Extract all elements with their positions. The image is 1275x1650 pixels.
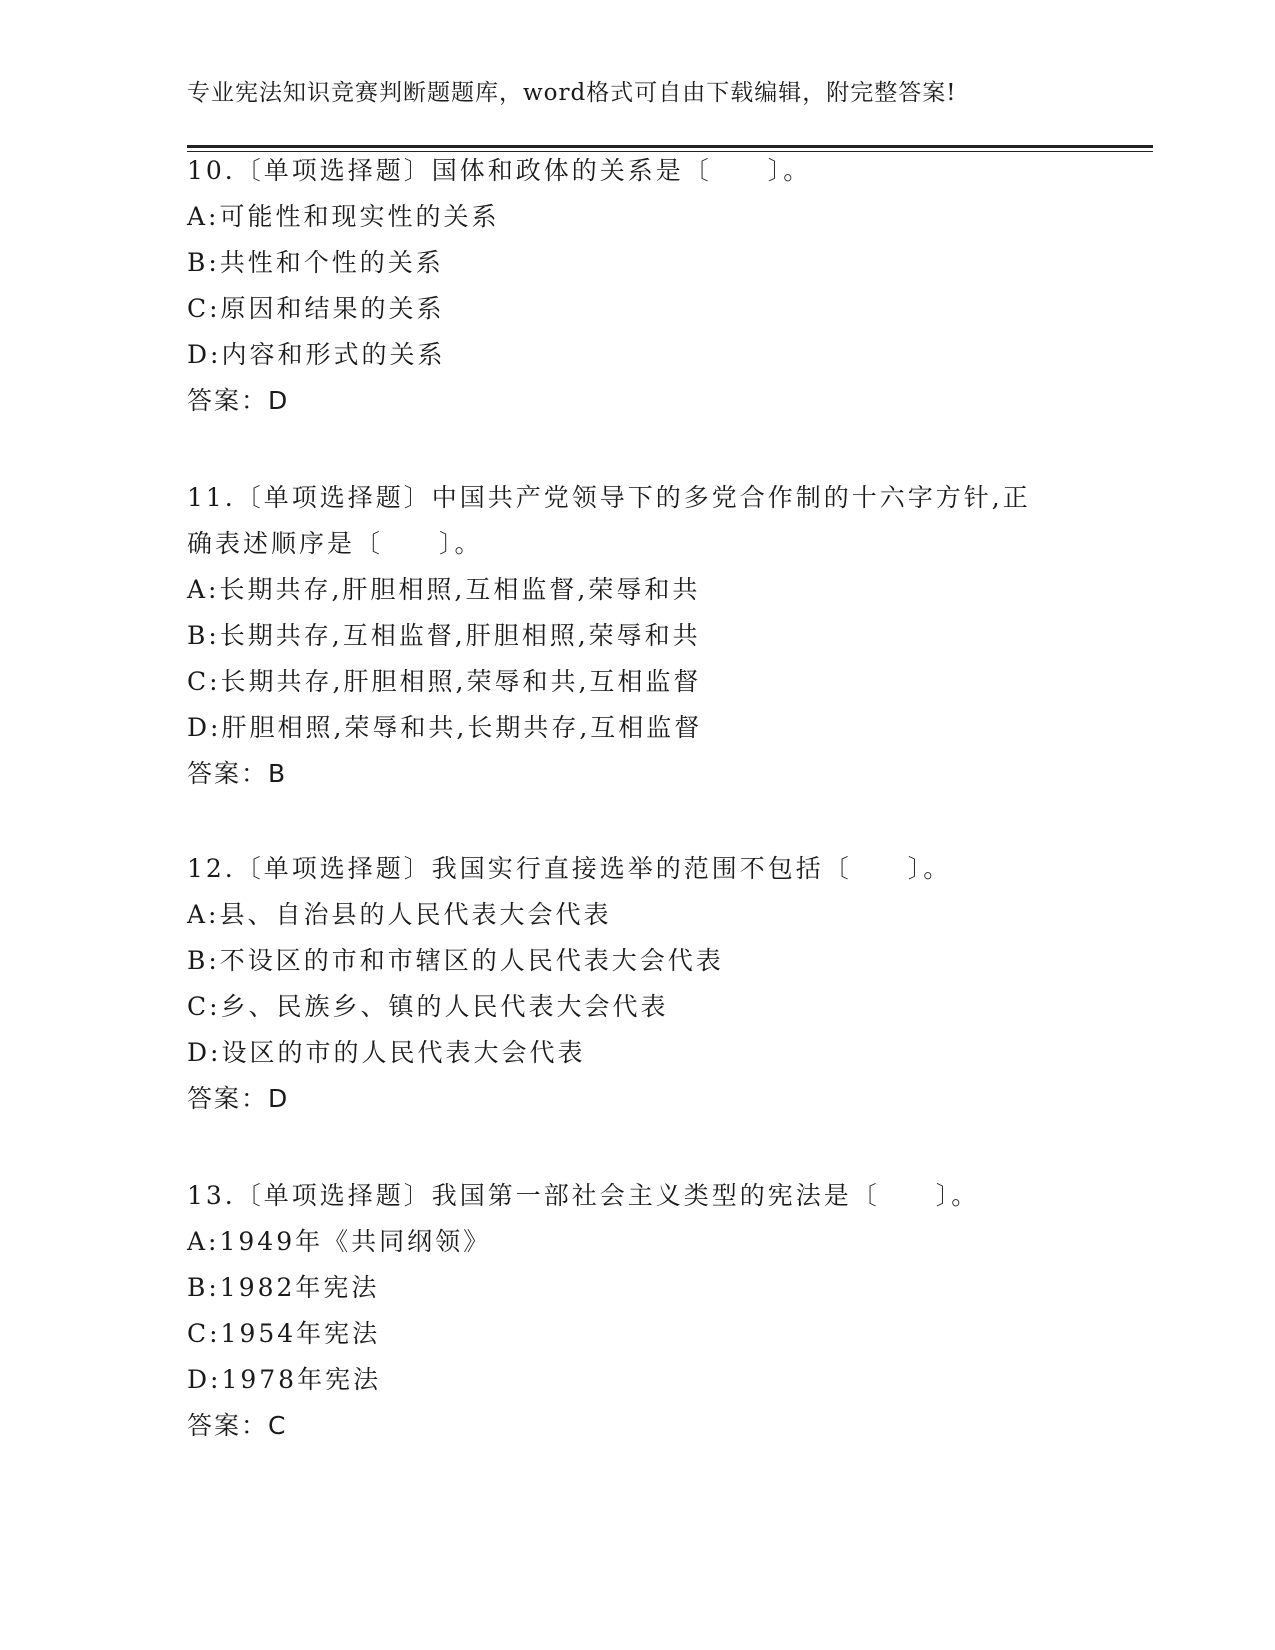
- option-d: D:设区的市的人民代表大会代表: [187, 1038, 586, 1067]
- option-a: A:可能性和现实性的关系: [187, 202, 500, 231]
- question-13: [187, 1173, 1087, 1449]
- option-c: C:乡、民族乡、镇的人民代表大会代表: [187, 992, 669, 1021]
- answer-label: 答案：: [187, 386, 269, 415]
- answer-label: 答案：: [187, 1084, 269, 1113]
- option-b: B:共性和个性的关系: [187, 248, 444, 277]
- answer-line: [187, 1403, 1087, 1449]
- option-d: D:内容和形式的关系: [187, 340, 446, 369]
- answer-value: C: [268, 1411, 288, 1440]
- question-10: [187, 148, 1087, 424]
- answer-value: D: [268, 386, 290, 415]
- answer-line: [187, 378, 1087, 424]
- answer-label: 答案：: [187, 1411, 269, 1440]
- option-c: C:长期共存,肝胆相照,荣辱和共,互相监督: [187, 667, 702, 696]
- option-b: B:长期共存,互相监督,肝胆相照,荣辱和共: [187, 621, 701, 650]
- document-header: 专业宪法知识竞赛判断题题库，word格式可自由下载编辑，附完整答案!: [187, 80, 957, 106]
- answer-value: B: [268, 759, 288, 788]
- question-11: [187, 475, 1087, 797]
- option-d: D:1978年宪法: [187, 1365, 382, 1394]
- option-b: B:不设区的市和市辖区的人民代表大会代表: [187, 946, 724, 975]
- question-stem: 10.〔单项选择题〕国体和政体的关系是〔 〕。: [187, 156, 812, 185]
- question-stem: 13.〔单项选择题〕我国第一部社会主义类型的宪法是〔 〕。: [187, 1181, 980, 1210]
- answer-line: [187, 1076, 1087, 1122]
- question-stem: 12.〔单项选择题〕我国实行直接选举的范围不包括〔 〕。: [187, 854, 952, 883]
- option-c: C:1954年宪法: [187, 1319, 381, 1348]
- answer-value: D: [268, 1084, 290, 1113]
- answer-line: [187, 751, 1087, 797]
- option-a: A:1949年《共同纲领》: [187, 1227, 492, 1256]
- option-a: A:县、自治县的人民代表大会代表: [187, 900, 612, 929]
- question-stem: 11.〔单项选择题〕中国共产党领导下的多党合作制的十六字方针,正: [187, 483, 1031, 512]
- question-12: [187, 846, 1087, 1122]
- option-c: C:原因和结果的关系: [187, 294, 445, 323]
- option-d: D:肝胆相照,荣辱和共,长期共存,互相监督: [187, 713, 703, 742]
- answer-label: 答案：: [187, 759, 269, 788]
- option-a: A:长期共存,肝胆相照,互相监督,荣辱和共: [187, 575, 701, 604]
- option-b: B:1982年宪法: [187, 1273, 380, 1302]
- question-stem-continued: 确表述顺序是〔 〕。: [187, 529, 483, 558]
